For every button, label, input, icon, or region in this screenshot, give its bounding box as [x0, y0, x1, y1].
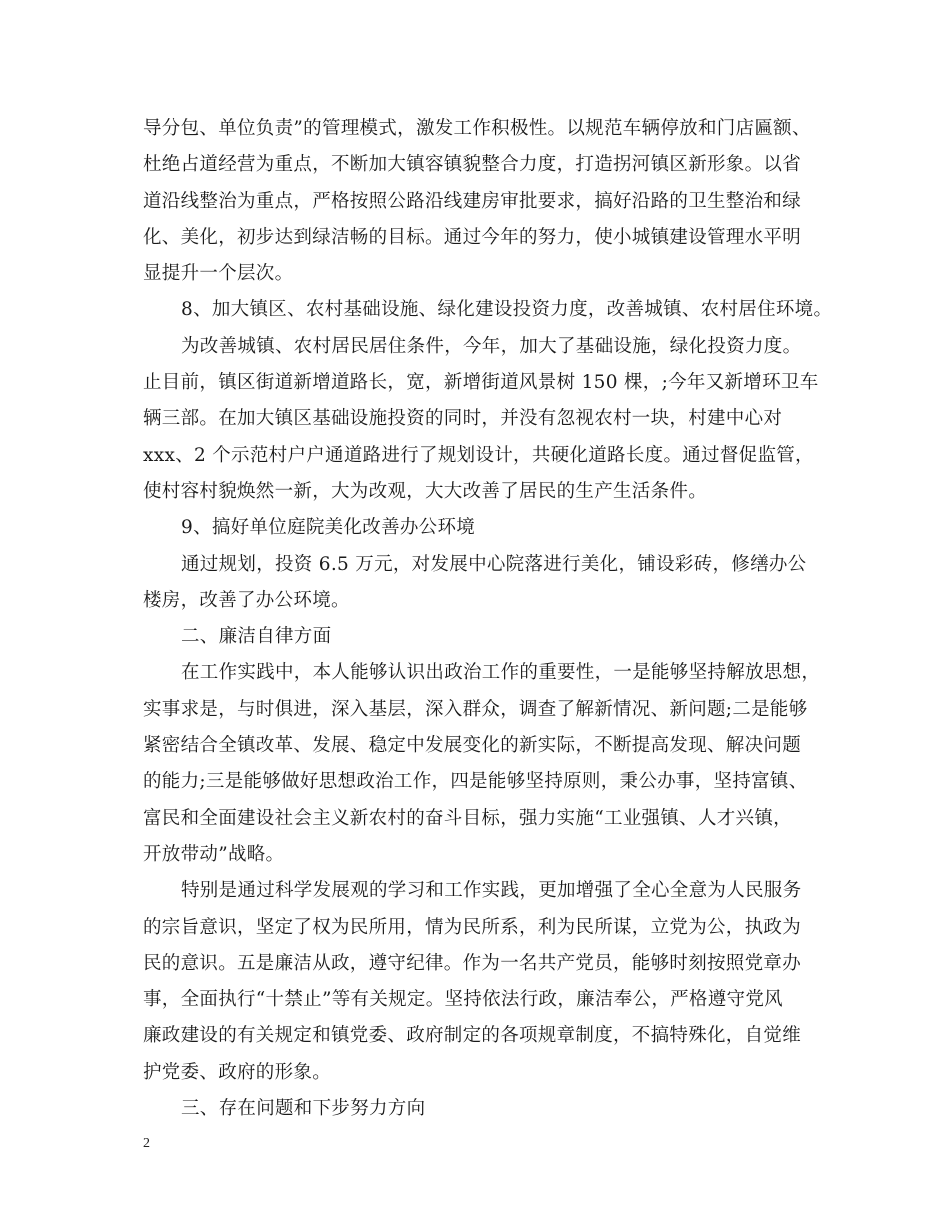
- text-line: 化、美化，初步达到绿洁畅的目标。通过今年的努力，使小城镇建设管理水平明: [143, 226, 802, 248]
- paragraph: [143, 1091, 813, 1127]
- paragraph: [143, 510, 813, 546]
- text-line: 特别是通过科学发展观的学习和工作实践，更加增强了全心全意为人民服务: [181, 880, 802, 902]
- document-body: [143, 111, 833, 1127]
- paragraph: [143, 292, 833, 328]
- paragraph: [143, 547, 813, 620]
- text-line: 开放带动”战略。: [143, 843, 285, 865]
- paragraph: [143, 619, 813, 655]
- text-line: 杜绝占道经营为重点，不断加大镇容镇貌整合力度，打造拐河镇区新形象。以省: [143, 154, 802, 176]
- text-line: 富民和全面建设社会主义新农村的奋斗目标，强力实施“工业强镇、人才兴镇，: [143, 807, 792, 829]
- text-line: 导分包、单位负责”的管理模式，激发工作积极性。以规范车辆停放和门店匾额、: [143, 118, 811, 139]
- text-line: 使村容村貌焕然一新，大为改观，大大改善了居民的生产生活条件。: [143, 480, 708, 502]
- text-line: 的宗旨意识，坚定了权为民所用，情为民所系，利为民所谋，立党为公，执政为: [143, 916, 802, 938]
- text-line: 为改善城镇、农村居民居住条件，今年，加大了基础设施，绿化投资力度。: [181, 335, 802, 357]
- text-line: 8、加大镇区、农村基础设施、绿化建设投资力度，改善城镇、农村居住环境。: [181, 299, 833, 321]
- text-line: xxx、2 个示范村户户通道路进行了规划设计，共硬化道路长度。通过督促监管，: [143, 444, 814, 466]
- text-line: 止目前，镇区街道新增道路长，宽，新增街道风景树 150 棵，;今年又新增环卫车: [143, 372, 819, 394]
- text-line: 通过规划，投资 6.5 万元，对发展中心院落进行美化，铺设彩砖，修缮办公: [181, 553, 807, 575]
- text-line: 紧密结合全镇改革、发展、稳定中发展变化的新实际，不断提高发现、解决问题: [143, 735, 802, 757]
- paragraph: [143, 329, 819, 510]
- text-line: 显提升一个层次。: [143, 263, 294, 285]
- text-line: 9、搞好单位庭院美化改善办公环境: [181, 517, 476, 539]
- text-line: 实事求是，与时俱进，深入基层，深入群众，调查了解新情况、新问题;二是能够: [143, 698, 808, 720]
- text-line: 在工作实践中，本人能够认识出政治工作的重要性，一是能够坚持解放思想，: [181, 662, 821, 684]
- paragraph: [143, 655, 821, 873]
- text-line: 辆三部。在加大镇区基础设施投资的同时，并没有忽视农村一块，村建中心对: [143, 408, 783, 430]
- text-line: 护党委、政府的形象。: [143, 1061, 332, 1083]
- text-line: 道沿线整治为重点，严格按照公路沿线建房审批要求，搞好沿路的卫生整治和绿: [143, 190, 802, 212]
- text-line: 廉政建设的有关规定和镇党委、政府制定的各项规章制度，不搞特殊化，自觉维: [143, 1025, 802, 1047]
- paragraph: [143, 111, 813, 292]
- paragraph: [143, 873, 813, 1091]
- text-line: 的能力;三是能够做好思想政治工作，四是能够坚持原则，秉公办事，坚持富镇、: [143, 771, 808, 793]
- text-line: 民的意识。五是廉洁从政，遵守纪律。作为一名共产党员，能够时刻按照党章办: [143, 952, 802, 974]
- text-line: 事，全面执行“十禁止”等有关规定。坚持依法行政，廉洁奉公，严格遵守党风: [143, 989, 783, 1011]
- page-number: 2: [143, 1136, 150, 1151]
- text-line: 楼房，改善了办公环境。: [143, 589, 350, 611]
- text-line: 二、廉洁自律方面: [181, 626, 332, 648]
- text-line: 三、存在问题和下步努力方向: [181, 1098, 426, 1120]
